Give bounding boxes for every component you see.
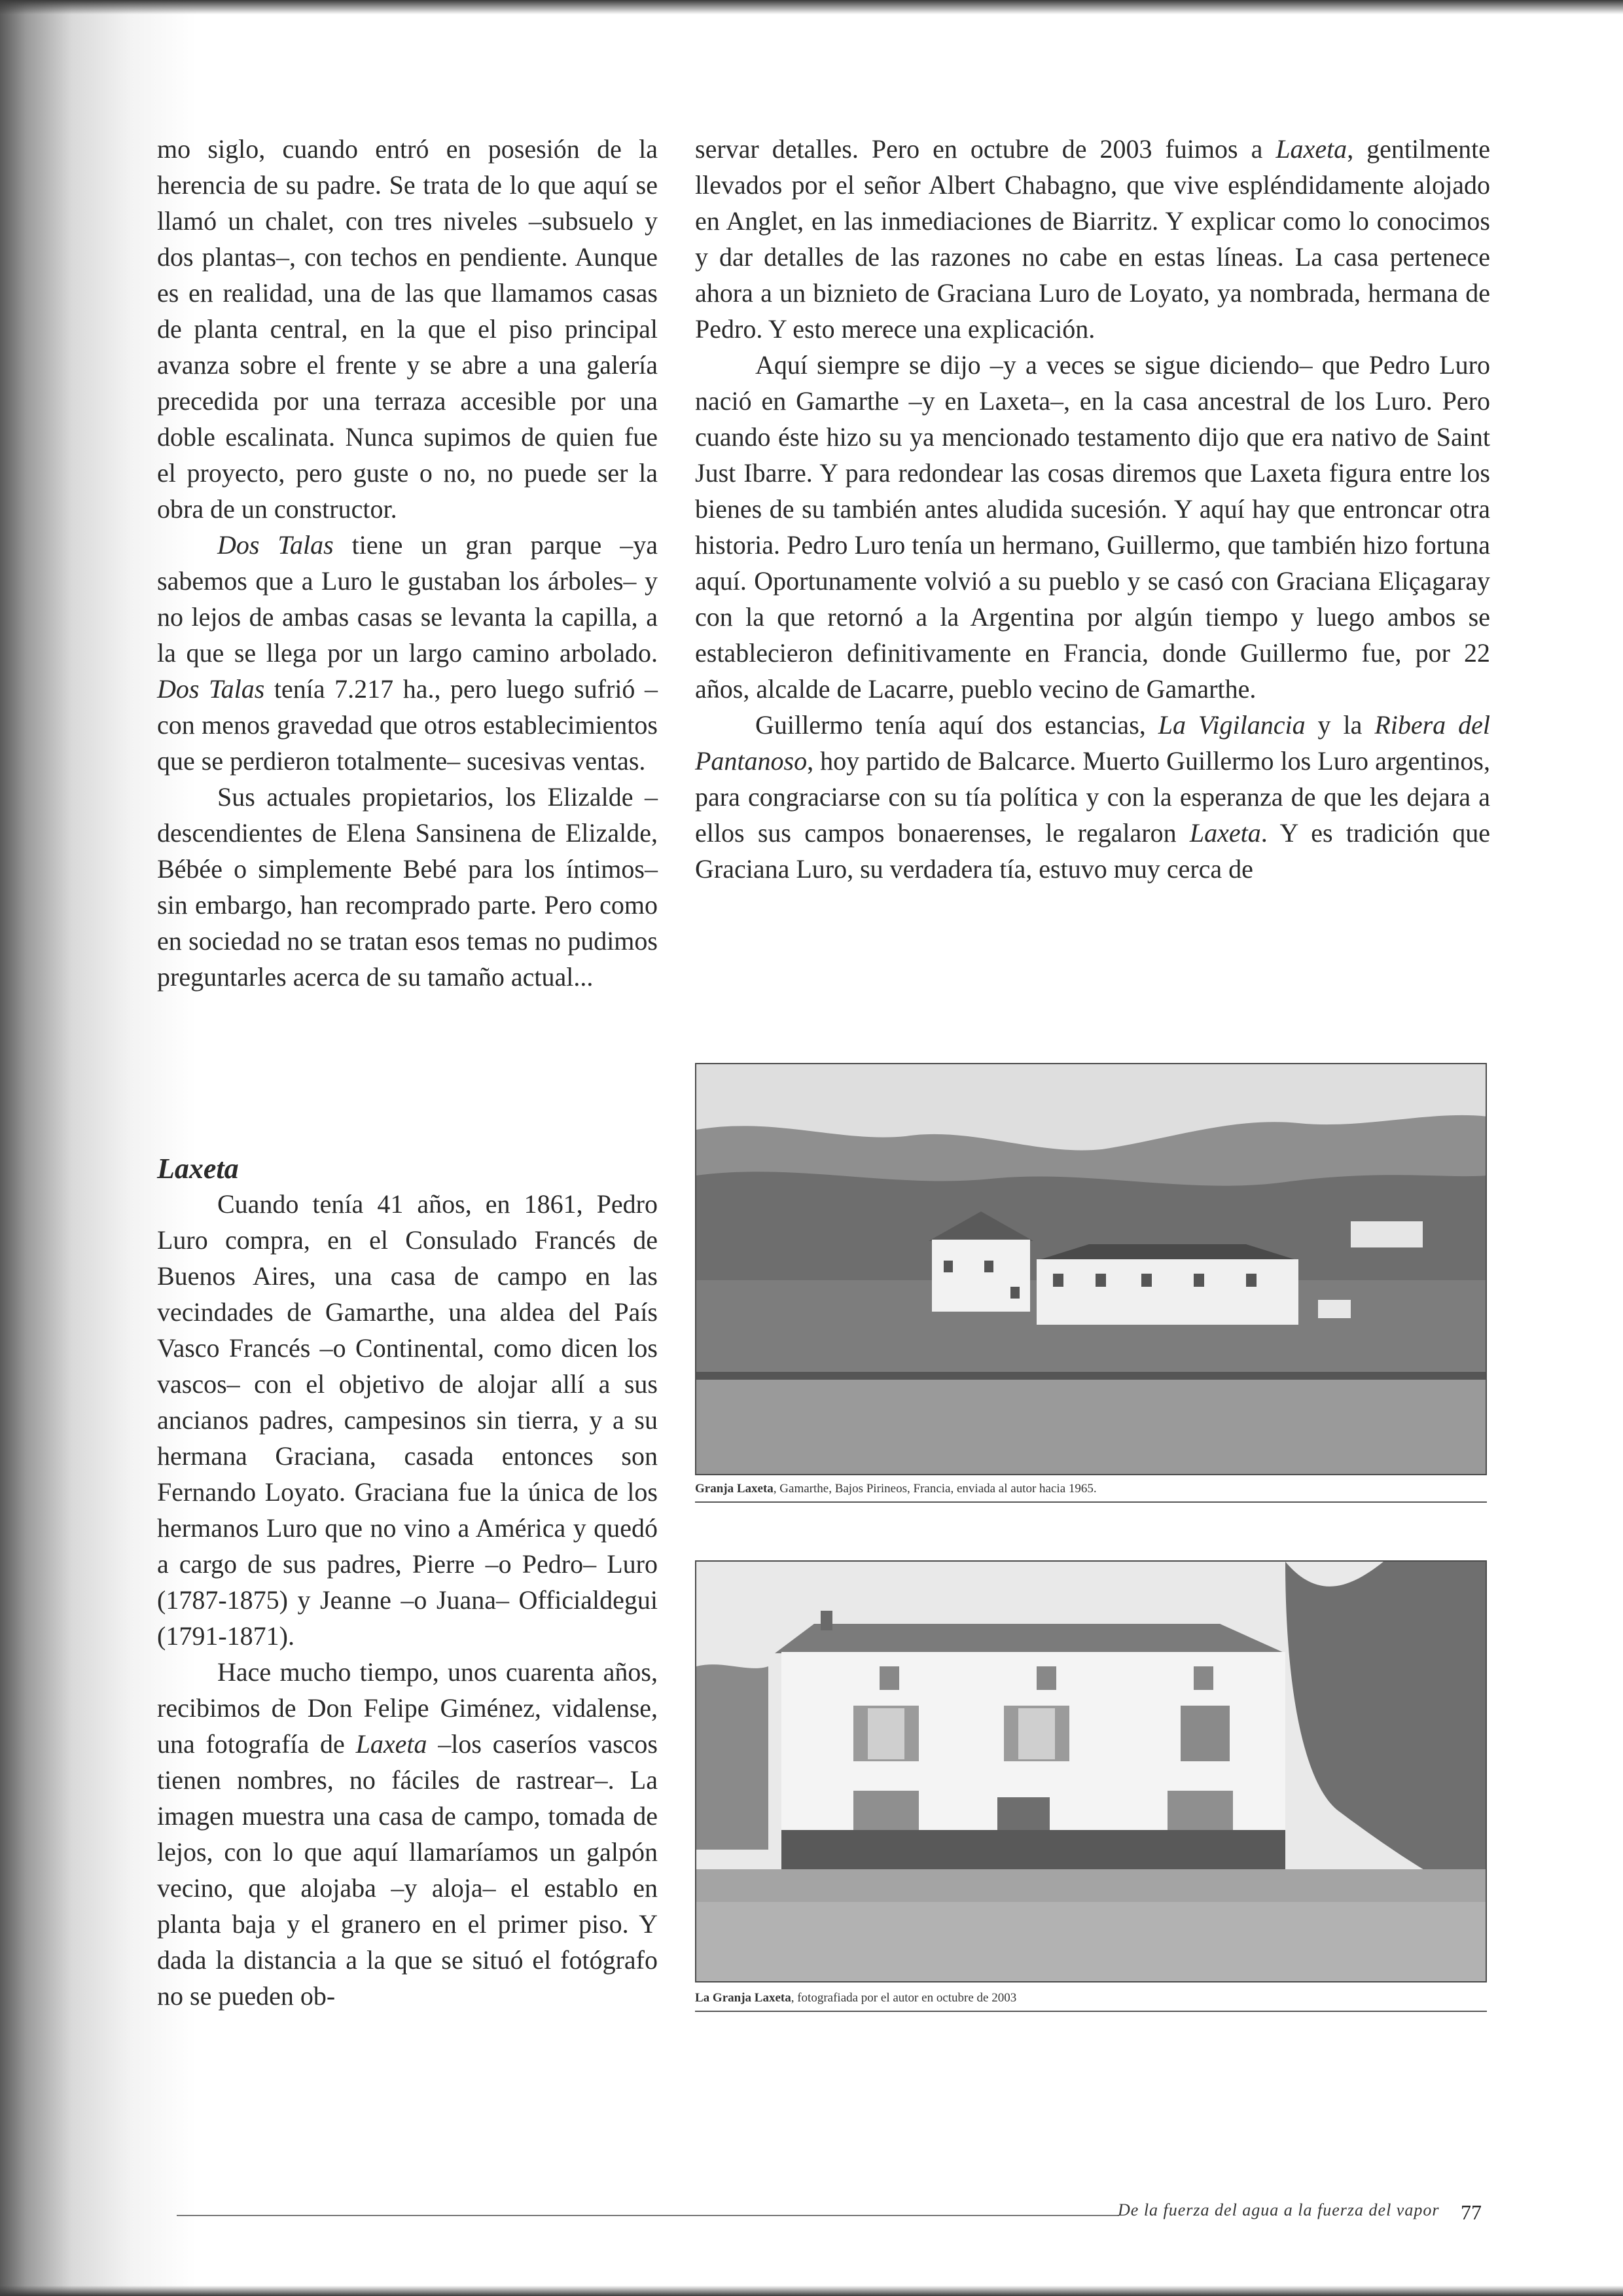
right-paragraph-3: Guillermo tenía aquí dos estancias, La Vigilancia y la Ribera del Pantanoso, hoy partido de Balcarce. Muerto Guillermo los Luro argentinos, para congraciarse con su tía política y con la esperanza de que les dejara a ellos sus campos bonaerenses, le regalaron Laxeta. Y es tradición que Graciana Luro, su verdadera tía, estuvo muy cerca de [695, 710, 1490, 884]
left-column [157, 131, 658, 995]
section-paragraph-2: Hace mucho tiempo, unos cuarenta años, recibimos de Don Felipe Giménez, vidalense, una fotografía de Laxeta –los caseríos vascos tienen nombres, no fáciles de rastrear–. La imagen muestra una casa de campo, tomada de lejos, con lo que aquí llamaríamos un galpón vecino, que alojaba –y aloja– el establo en planta baja y el granero en el primer piso. Y dada la distancia a la que se situó el fotógrafo no se pueden ob- [157, 1657, 658, 2011]
footer-rule [177, 2215, 1119, 2216]
running-title: De la fuerza del agua a la fuerza del vapor [1118, 2200, 1440, 2219]
left-paragraph-2: Dos Talas tiene un gran parque –ya sabemos que a Luro le gustaban los árboles– y no lejos de ambas casas se levanta la capilla, a la que se llega por un largo camino arbolado. Dos Talas tenía 7.217 ha., pero luego sufrió –con menos gravedad que otros establecimientos que se perdieron totalmente– sucesivas ventas. [157, 530, 658, 776]
farmhouse-image [696, 1562, 1487, 1982]
left-column-section-body [157, 1186, 658, 2014]
photo-granja-laxeta-2003 [695, 1560, 1487, 1982]
right-column [695, 131, 1490, 887]
photo-1-caption: Granja Laxeta, Gamarthe, Bajos Pirineos, Francia, enviada al autor hacia 1965. [695, 1482, 1487, 1503]
left-paragraph-3: Sus actuales propietarios, los Elizalde –descendientes de Elena Sansinena de Elizalde, Bébée o simplemente Bebé para los íntimos– sin embargo, han recomprado parte. Pero como en sociedad no se tratan esos temas no pudimos preguntarles acerca de su tamaño actual... [157, 782, 658, 992]
right-paragraph-2: Aquí siempre se dijo –y a veces se sigue diciendo– que Pedro Luro nació en Gamarthe –y en Laxeta–, en la casa ancestral de los Luro. Pero cuando éste hizo su ya mencionado testamento dijo que era nativo de Saint Just Ibarre. Y para redondear las cosas diremos que Laxeta figura entre los bienes de su también antes aludida sucesión. Y aquí hay que entroncar otra historia. Pedro Luro tenía un hermano, Guillermo, que también hizo fortuna aquí. Oportunamente volvió a su pueblo y se casó con Graciana Eliçagaray con la que retornó a la Argentina por algún tiempo y luego ambos se establecieron definitivamente en Francia, donde Guillermo fue, por 22 años, alcalde de Lacarre, pueblo vecino de Gamarthe. [695, 350, 1490, 704]
section-heading: Laxeta [157, 1153, 239, 1185]
section-paragraph-1: Cuando tenía 41 años, en 1861, Pedro Luro compra, en el Consulado Francés de Buenos Aires, una casa de campo en las vecindades de Gamarthe, una aldea del País Vasco Francés –o Continental, como dicen los vascos– con el objetivo de alojar allí a sus ancianos padres, campesinos sin tierra, y a su hermana Graciana, casada entonces son Fernando Loyato. Graciana fue la única de los hermanos Luro que no vino a América y quedó a cargo de sus padres, Pierre –o Pedro– Luro (1787-1875) y Jeanne –o Juana– Officialdegui (1791-1871). [157, 1189, 658, 1651]
photo-granja-laxeta-1965 [695, 1063, 1487, 1475]
page-number: 77 [1461, 2200, 1482, 2224]
scan-edge-bottom [0, 2286, 1623, 2296]
right-paragraph-1: servar detalles. Pero en octubre de 2003 fuimos a Laxeta, gentilmente llevados por el señor Albert Chabagno, que vive espléndidamente alojado en Anglet, en las inmediaciones de Biarritz. Y explicar como lo conocimos y dar detalles de las razones no cabe en estas líneas. La casa pertenece ahora a un biznieto de Graciana Luro de Loyato, ya nombrada, hermana de Pedro. Y esto merece una explicación. [695, 134, 1490, 344]
left-paragraph-1: mo siglo, cuando entró en posesión de la herencia de su padre. Se trata de lo que aquí se llamó un chalet, con tres niveles –subsuelo y dos plantas–, con techos en pendiente. Aunque es en realidad, una de las que llamamos casas de planta central, en la que el piso principal avanza sobre el frente y se abre a una galería precedida por una terraza accesible por una doble escalinata. Nunca supimos de quien fue el proyecto, pero guste o no, no puede ser la obra de un constructor. [157, 134, 658, 524]
photo-2-caption: La Granja Laxeta, fotografiada por el autor en octubre de 2003 [695, 1991, 1487, 2012]
scan-edge-top [0, 0, 1623, 14]
farm-landscape-image [696, 1064, 1487, 1475]
